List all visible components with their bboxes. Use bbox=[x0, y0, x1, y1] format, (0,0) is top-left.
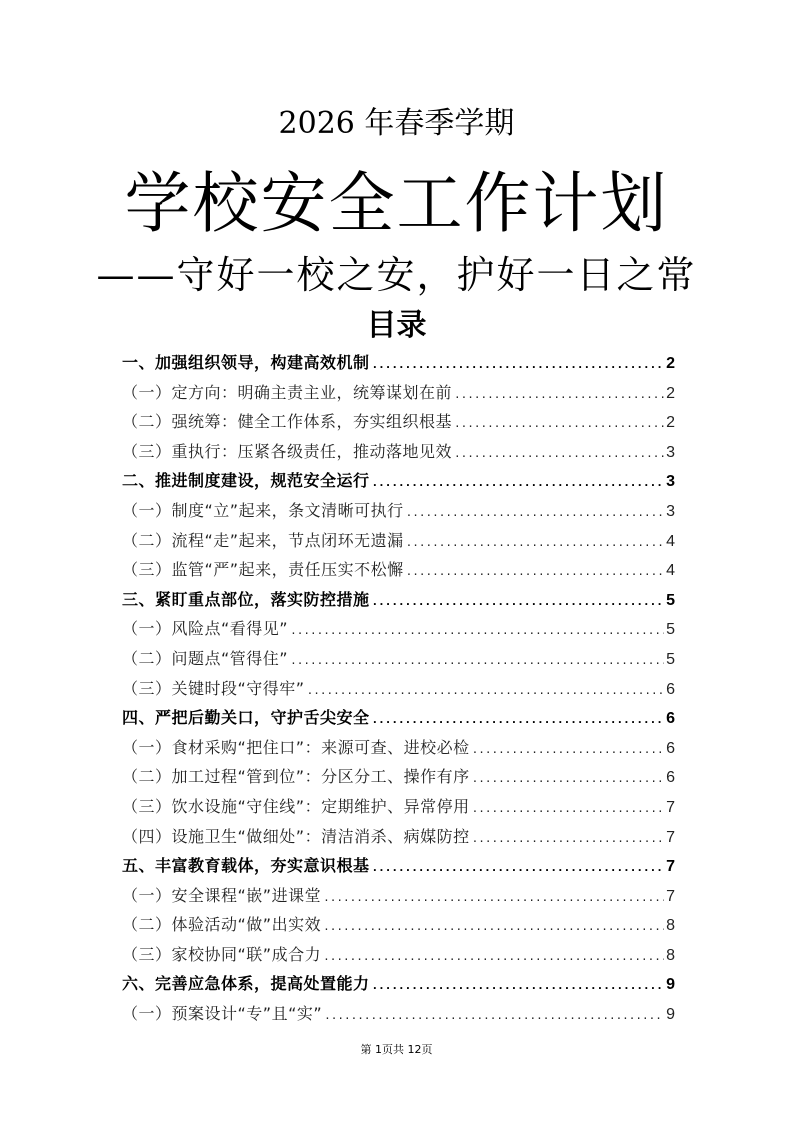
toc-section-entry[interactable] bbox=[122, 466, 675, 496]
toc-dot-leader bbox=[307, 676, 665, 706]
toc-entry-text: （一）定方向：明确主责主业，统筹谋划在前 bbox=[122, 382, 453, 402]
toc-subsection-entry[interactable] bbox=[122, 822, 675, 852]
toc-subsection-entry[interactable] bbox=[122, 526, 675, 556]
toc-page-number: 7 bbox=[666, 887, 675, 905]
toc-dot-leader bbox=[323, 912, 664, 942]
toc-entry-text: （三）监管“严”起来，责任压实不松懈 bbox=[122, 560, 404, 580]
toc-section-entry[interactable] bbox=[122, 585, 675, 615]
toc-page-number: 5 bbox=[666, 650, 675, 668]
toc-page-number: 6 bbox=[666, 710, 675, 728]
toc-subsection-entry[interactable] bbox=[122, 496, 675, 526]
toc-page-number: 5 bbox=[666, 621, 675, 639]
toc-page-number: 3 bbox=[666, 502, 675, 520]
toc-dot-leader bbox=[290, 616, 664, 646]
toc-subsection-entry[interactable] bbox=[122, 555, 675, 585]
toc-entry-text: （一）预案设计“专”且“实” bbox=[122, 1004, 323, 1024]
toc-subsection-entry[interactable] bbox=[122, 881, 675, 911]
toc-subsection-entry[interactable] bbox=[122, 437, 675, 467]
table-of-contents bbox=[122, 348, 675, 1029]
toc-subsection-entry[interactable] bbox=[122, 762, 675, 792]
toc-entry-text: （三）饮水设施“守住线”：定期维护、异常停用 bbox=[122, 796, 470, 816]
toc-entry-text: （三）关键时段“守得牢” bbox=[122, 678, 305, 698]
term-line: 2026 年春季学期 bbox=[278, 106, 515, 141]
toc-page-number: 8 bbox=[666, 946, 675, 964]
toc-entry-text: （二）加工过程“管到位”：分区分工、操作有序 bbox=[122, 767, 470, 787]
toc-section-entry[interactable] bbox=[122, 851, 675, 881]
toc-dot-leader bbox=[472, 794, 665, 824]
toc-entry-text: 一、加强组织领导，构建高效机制 bbox=[122, 353, 370, 372]
toc-page-number: 4 bbox=[666, 532, 675, 550]
toc-entry-text: （一）制度“立”起来，条文清晰可执行 bbox=[122, 500, 404, 520]
toc-section-entry[interactable] bbox=[122, 703, 675, 733]
toc-dot-leader bbox=[406, 498, 665, 528]
toc-page-number: 4 bbox=[666, 562, 675, 580]
toc-page-number: 3 bbox=[666, 443, 675, 461]
toc-dot-leader bbox=[372, 971, 665, 1001]
toc-subsection-entry[interactable] bbox=[122, 733, 675, 763]
toc-page-number: 3 bbox=[666, 473, 675, 491]
toc-dot-leader bbox=[472, 735, 665, 765]
toc-page-number: 8 bbox=[666, 917, 675, 935]
toc-dot-leader bbox=[454, 439, 664, 469]
toc-dot-leader bbox=[406, 528, 665, 558]
toc-entry-text: 四、严把后勤关口，守护舌尖安全 bbox=[122, 708, 370, 728]
toc-entry-text: （二）流程“走”起来，节点闭环无遗漏 bbox=[122, 530, 404, 550]
toc-dot-leader bbox=[324, 1001, 664, 1031]
toc-dot-leader bbox=[372, 468, 665, 498]
toc-entry-text: （一）风险点“看得见” bbox=[122, 619, 289, 639]
toc-entry-text: （二）体验活动“做”出实效 bbox=[122, 915, 322, 935]
toc-entry-text: 三、紧盯重点部位，落实防控措施 bbox=[122, 589, 370, 609]
toc-dot-leader bbox=[323, 883, 664, 913]
toc-page-number: 2 bbox=[666, 384, 675, 402]
toc-entry-text: 六、完善应急体系，提高处置能力 bbox=[122, 974, 370, 994]
toc-page-number: 6 bbox=[666, 769, 675, 787]
toc-dot-leader bbox=[406, 557, 665, 587]
toc-dot-leader bbox=[372, 350, 665, 380]
toc-subsection-entry[interactable] bbox=[122, 674, 675, 704]
toc-page-number: 7 bbox=[666, 828, 675, 846]
page-footer: 第 1页共 12页 bbox=[360, 1043, 433, 1056]
toc-dot-leader bbox=[472, 824, 665, 854]
toc-entry-text: （三）家校协同“联”成合力 bbox=[122, 944, 322, 964]
toc-dot-leader bbox=[372, 705, 665, 735]
toc-section-entry[interactable] bbox=[122, 969, 675, 999]
toc-dot-leader bbox=[290, 646, 664, 676]
toc-dot-leader bbox=[454, 380, 664, 410]
toc-subsection-entry[interactable] bbox=[122, 792, 675, 822]
toc-dot-leader bbox=[372, 853, 665, 883]
toc-page-number: 9 bbox=[666, 976, 675, 994]
toc-subsection-entry[interactable] bbox=[122, 940, 675, 970]
toc-entry-text: 二、推进制度建设，规范安全运行 bbox=[122, 471, 370, 491]
toc-subsection-entry[interactable] bbox=[122, 614, 675, 644]
toc-subsection-entry[interactable] bbox=[122, 407, 675, 437]
toc-entry-text: （四）设施卫生“做细处”：清洁消杀、病媒防控 bbox=[122, 826, 470, 846]
toc-page-number: 7 bbox=[666, 798, 675, 816]
toc-page-number: 5 bbox=[666, 591, 675, 609]
toc-page-number: 6 bbox=[666, 739, 675, 757]
toc-page-number: 7 bbox=[666, 858, 675, 876]
toc-dot-leader bbox=[323, 942, 664, 972]
toc-subsection-entry[interactable] bbox=[122, 999, 675, 1029]
toc-entry-text: 五、丰富教育载体，夯实意识根基 bbox=[122, 856, 370, 876]
toc-page-number: 2 bbox=[666, 414, 675, 432]
toc-subsection-entry[interactable] bbox=[122, 910, 675, 940]
toc-dot-leader bbox=[454, 409, 664, 439]
toc-page-number: 6 bbox=[666, 680, 675, 698]
toc-dot-leader bbox=[472, 764, 665, 794]
document-subtitle: ——守好一校之安，护好一日之常 bbox=[96, 253, 697, 297]
toc-entry-text: （三）重执行：压紧各级责任，推动落地见效 bbox=[122, 441, 453, 461]
toc-entry-text: （一）安全课程“嵌”进课堂 bbox=[122, 885, 322, 905]
toc-subsection-entry[interactable] bbox=[122, 378, 675, 408]
document-title: 学校安全工作计划 bbox=[124, 165, 669, 242]
toc-subsection-entry[interactable] bbox=[122, 644, 675, 674]
toc-page-number: 2 bbox=[666, 355, 675, 372]
toc-heading: 目录 bbox=[366, 308, 427, 343]
toc-dot-leader bbox=[372, 587, 665, 617]
toc-entry-text: （一）食材采购“把住口”：来源可查、进校必检 bbox=[122, 737, 470, 757]
toc-entry-text: （二）问题点“管得住” bbox=[122, 648, 289, 668]
toc-entry-text: （二）强统筹：健全工作体系，夯实组织根基 bbox=[122, 412, 453, 432]
toc-section-entry[interactable] bbox=[122, 348, 675, 378]
toc-page-number: 9 bbox=[666, 1006, 675, 1024]
